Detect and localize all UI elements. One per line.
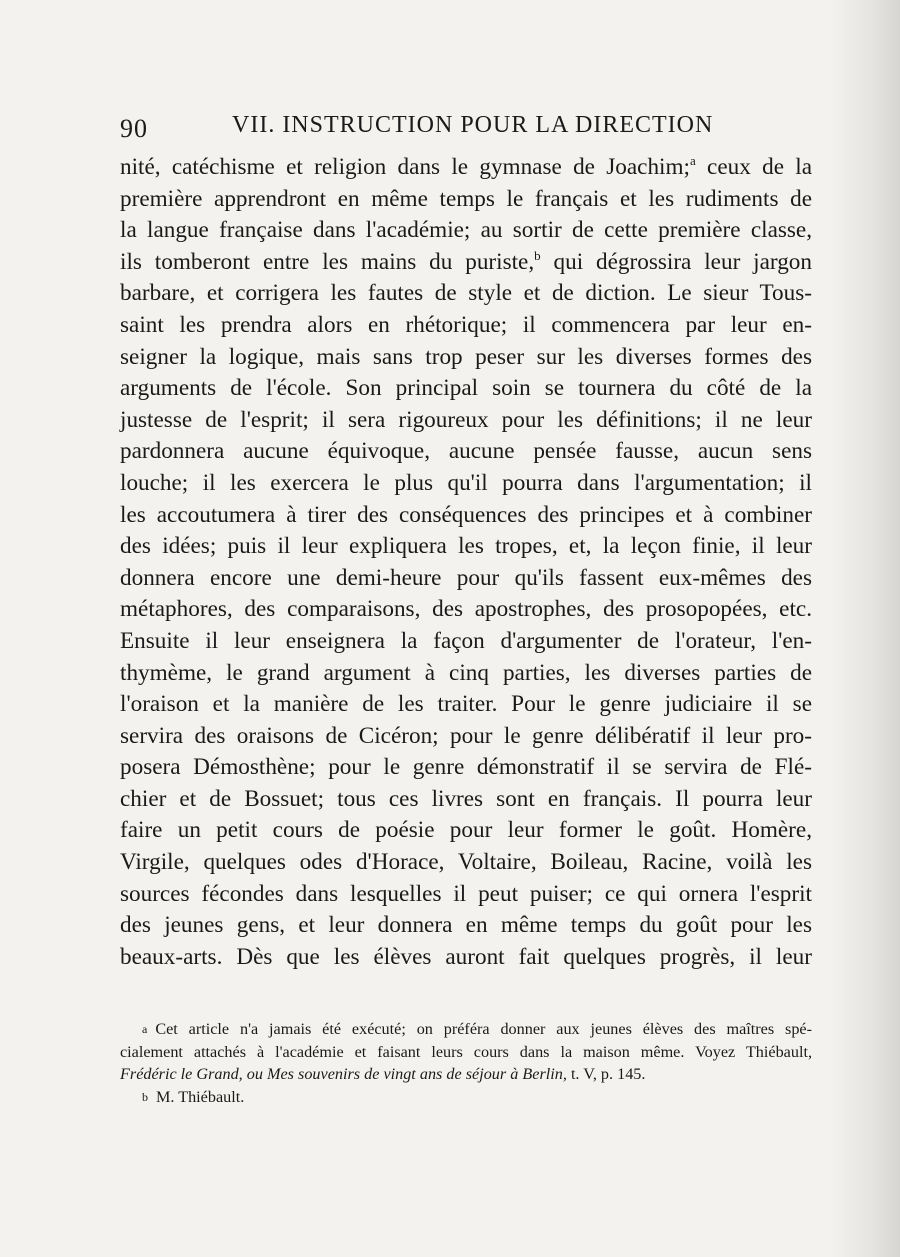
footnote-marker-b: b	[142, 1089, 148, 1104]
running-title: VII. INSTRUCTION POUR LA DIRECTION	[232, 112, 714, 138]
text-line: les accoutumera à tirer des conséquences des principes et à combiner	[120, 501, 812, 528]
text-line: saint les prendra alors en rhétorique; il commencera par leur en-	[120, 311, 812, 338]
text-line: donnera encore une demi-heure pour qu'ils fassent eux-mêmes des	[120, 564, 812, 591]
text-line: première apprendront en même temps le français et les rudiments de	[120, 185, 812, 212]
text-line: sources fécondes dans lesquelles il peut puiser; ce qui ornera l'esprit	[120, 880, 812, 907]
text-line: ils tomberont entre les mains du puriste,$^b$ qui dégrossira leur jargon	[120, 247, 812, 275]
text-line: posera Démosthène; pour le genre démonstratif il se servira de Flé-	[120, 754, 812, 781]
text-line: servira des oraisons de Cicéron; pour le genre délibératif il leur pro-	[120, 722, 812, 749]
text-line: métaphores, des comparaisons, des apostrophes, des prosopopées, etc.	[120, 596, 812, 623]
text-line: beaux-arts. Dès que les élèves auront fait quelques progrès, il leur	[120, 943, 812, 970]
body-text	[120, 152, 812, 973]
footnote-ref-b[interactable]: b	[534, 247, 541, 263]
text-line: des idées; puis il leur expliquera les tropes, et, la leçon finie, il leur	[120, 533, 812, 560]
cited-work-title: Frédéric le Grand, ou Mes souvenirs de vingt ans de séjour à Berlin,	[120, 1065, 567, 1083]
text-line: des jeunes gens, et leur donnera en même temps du goût pour les	[120, 912, 812, 939]
footnote-marker-a: a	[142, 1022, 148, 1036]
text-line: pardonnera aucune équivoque, aucune pensée fausse, aucun sens	[120, 438, 812, 465]
footnote-a: a Cet article n'a jamais été exécuté; on préféra donner aux jeunes élèves des maîtres spé-	[142, 1020, 812, 1038]
text-line: nité, catéchisme et religion dans le gymnase de Joachim;$^a$ ceux de la	[120, 153, 813, 180]
text-line: chier et de Bossuet; tous ces livres sont en français. Il pourra leur	[120, 785, 812, 812]
running-head	[120, 112, 820, 144]
text-line: Virgile, quelques odes d'Horace, Voltaire, Boileau, Racine, voilà les	[120, 849, 812, 876]
text-line: l'oraison et la manière de les traiter. Pour le genre judiciaire il se	[120, 691, 812, 718]
footnote-b: b M. Thiébault.	[142, 1087, 245, 1106]
footnotes	[120, 1018, 812, 1108]
page-number: 90	[120, 114, 148, 143]
text-line: louche; il les exercera le plus qu'il pourra dans l'argumentation; il	[120, 469, 812, 496]
footnote-a-line: cialement attachés à l'académie et faisant leurs cours dans la maison même. Voyez Thiébault,	[120, 1042, 812, 1061]
text-line: faire un petit cours de poésie pour leur former le goût. Homère,	[120, 817, 812, 844]
text-line: la langue française dans l'académie; au sortir de cette première classe,	[120, 217, 812, 244]
text-line: barbare, et corrigera les fautes de style et de diction. Le sieur Tous-	[120, 280, 812, 307]
text-line: thymème, le grand argument à cinq parties, les diverses parties de	[120, 659, 812, 686]
footnote-a-line: Frédéric le Grand, ou Mes souvenirs de vingt ans de séjour à Berlin, t. V, p. 145.	[120, 1065, 646, 1083]
footnote-ref-a[interactable]: a	[689, 153, 696, 168]
text-line: arguments de l'école. Son principal soin se tournera du côté de la	[120, 375, 812, 402]
page-edge-shadow	[830, 0, 900, 1257]
text-line: Ensuite il leur enseignera la façon d'argumenter de l'orateur, l'en-	[120, 627, 812, 654]
text-line: justesse de l'esprit; il sera rigoureux pour les définitions; il ne leur	[120, 406, 812, 433]
text-line: seigner la logique, mais sans trop peser sur les diverses formes des	[120, 343, 812, 370]
